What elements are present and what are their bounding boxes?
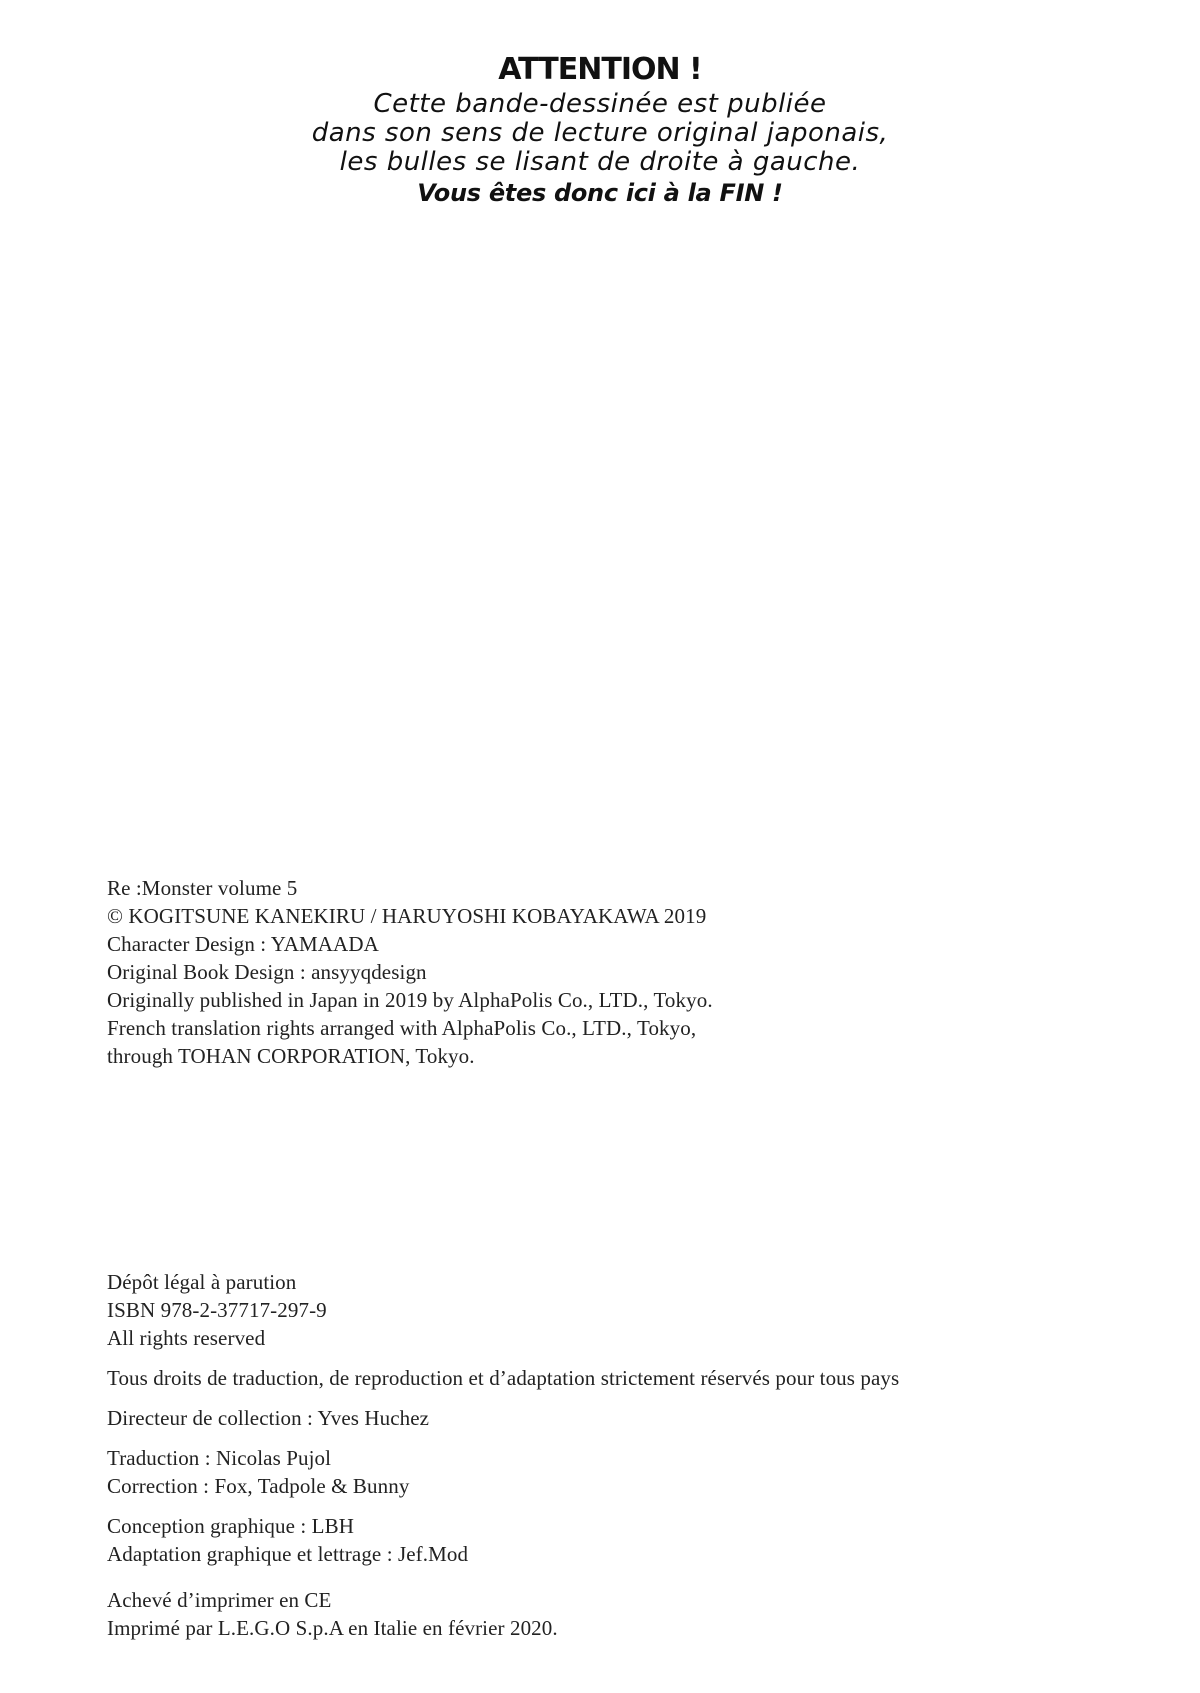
book-title-line: Re :Monster volume 5	[107, 876, 298, 900]
notice-emphasis: Vous êtes donc ici à la FIN !	[417, 179, 783, 207]
notice-title: ATTENTION !	[498, 52, 702, 87]
isbn: ISBN 978-2-37717-297-9	[107, 1298, 327, 1322]
legal-block	[107, 1268, 899, 1642]
character-design-line: Character Design : YAMAADA	[107, 932, 379, 956]
printing-completed: Achevé d’imprimer en CE	[107, 1588, 332, 1612]
depot-legal: Dépôt légal à parution	[107, 1270, 297, 1294]
original-publication-line: Originally published in Japan in 2019 by AlphaPolis Co., LTD., Tokyo.	[107, 988, 713, 1012]
translator: Traduction : Nicolas Pujol	[107, 1446, 332, 1470]
copyright-block	[107, 874, 713, 1070]
reading-direction-notice	[0, 52, 1200, 208]
notice-line-2: dans son sens de lecture original japonais,	[311, 118, 889, 148]
proofreading: Correction : Fox, Tadpole & Bunny	[107, 1474, 410, 1498]
book-design-line: Original Book Design : ansyyqdesign	[107, 960, 427, 984]
lettering: Adaptation graphique et lettrage : Jef.Mod	[107, 1542, 469, 1566]
graphic-design: Conception graphique : LBH	[107, 1514, 354, 1538]
collection-director: Directeur de collection : Yves Huchez	[107, 1406, 430, 1430]
notice-line-3: les bulles se lisant de droite à gauche.	[339, 147, 861, 177]
agency-line: through TOHAN CORPORATION, Tokyo.	[107, 1044, 475, 1068]
rights-statement: Tous droits de traduction, de reproduction et d’adaptation strictement réservés pour tous pays	[107, 1366, 900, 1390]
all-rights-reserved: All rights reserved	[107, 1326, 266, 1350]
copyright-line: © KOGITSUNE KANEKIRU / HARUYOSHI KOBAYAKAWA 2019	[107, 904, 707, 928]
translation-rights-line: French translation rights arranged with AlphaPolis Co., LTD., Tokyo,	[107, 1016, 697, 1040]
printer: Imprimé par L.E.G.O S.p.A en Italie en février 2020.	[107, 1616, 558, 1640]
notice-line-1: Cette bande-dessinée est publiée	[373, 89, 827, 119]
